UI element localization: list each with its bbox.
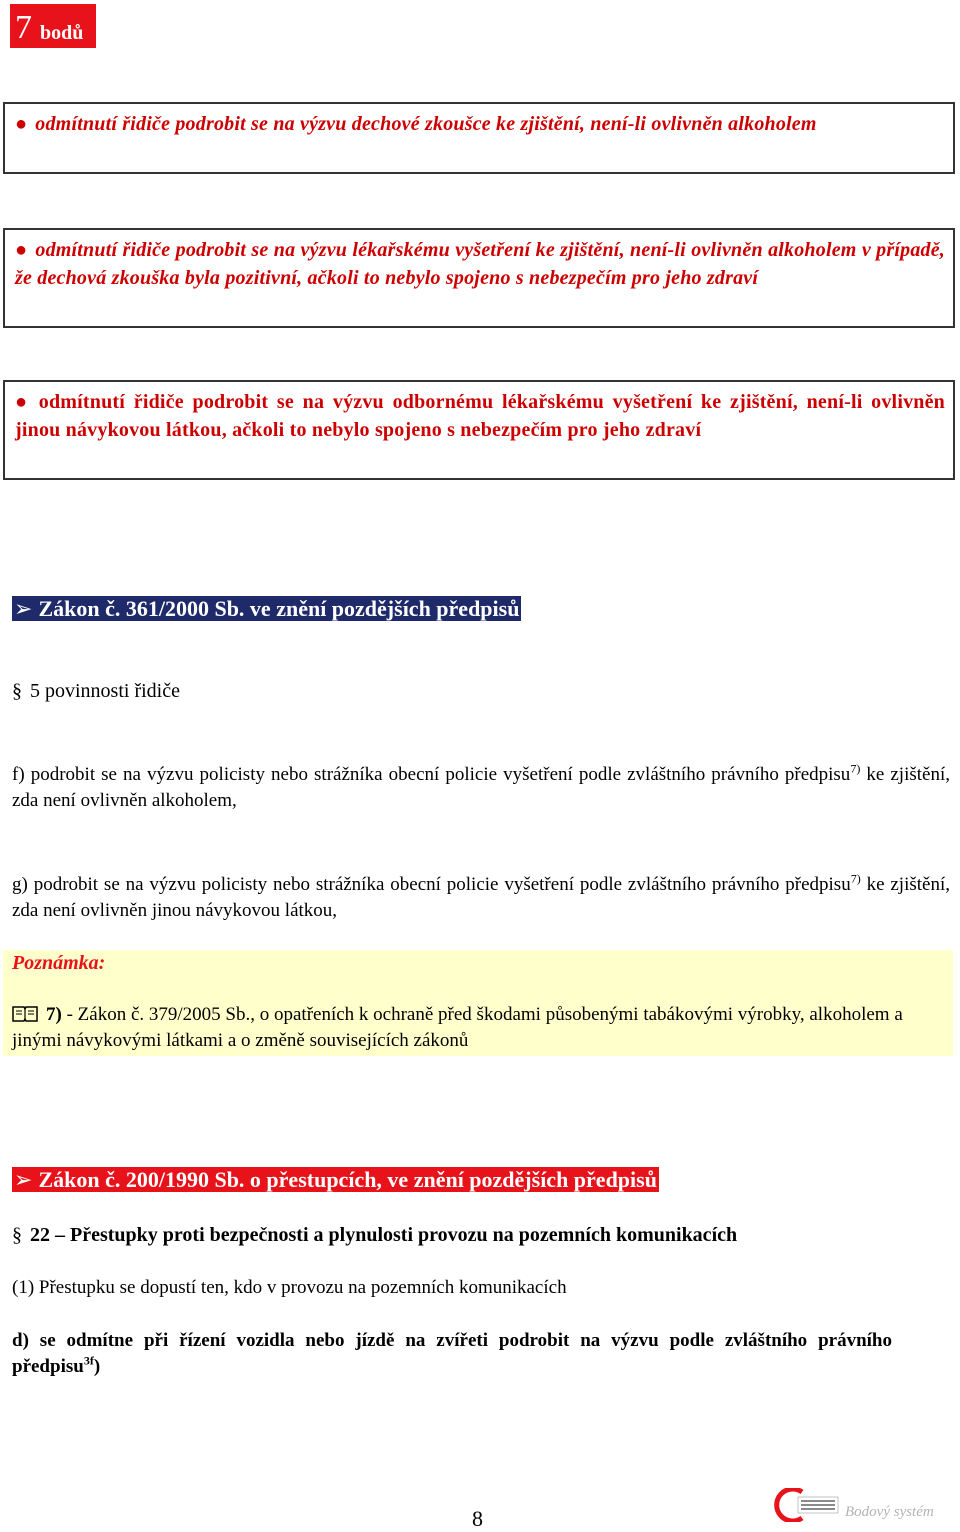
- offense-box-1: [3, 102, 955, 174]
- section-title: 5 povinnosti řidiče: [30, 680, 180, 702]
- offense-text-1: odmítnutí řidiče podrobit se na výzvu dechové zkoušce ke zjištění, není-li ovlivněn alkoholem: [35, 113, 817, 135]
- bullet-icon: ●: [15, 239, 28, 261]
- footer-brand: Bodový systém: [845, 1504, 934, 1520]
- bullet-icon: ●: [15, 391, 31, 413]
- centrum-logo: [772, 1488, 842, 1522]
- arrowhead-icon: ➢: [14, 1167, 33, 1192]
- book-icon: [12, 1004, 38, 1022]
- section-symbol: §: [12, 680, 22, 702]
- footnote-ref: 7): [850, 871, 861, 886]
- law-heading-200: [12, 1167, 659, 1193]
- section-symbol: §: [12, 1224, 22, 1246]
- law-title-200: Zákon č. 200/1990 Sb. o přestupcích, ve znění pozdějších předpisů: [38, 1167, 657, 1192]
- section-5-heading: [12, 678, 180, 704]
- footnote-ref: 3f: [83, 1353, 94, 1368]
- offense-text-2: odmítnutí řidiče podrobit se na výzvu lékařskému vyšetření ke zjištění, není-li ovlivněn alkoholem v případě, že dechová zkouška byla pozitivní, ačkoli to nebylo spojeno s nebezpečím pro jeho zdraví: [15, 239, 945, 289]
- note-title: Poznámka:: [12, 952, 106, 974]
- paragraph-1: (1) Přestupku se dopustí ten, kdo v provozu na pozemních komunikacích: [12, 1277, 567, 1298]
- offense-text-3: odmítnutí řidiče podrobit se na výzvu odbornému lékařskému vyšetření ke zjištění, není-li ovlivněn jinou návykovou látkou, ačkoli to nebylo spojeno s nebezpečím pro jeho zdraví: [15, 391, 945, 441]
- offense-box-2: [3, 228, 955, 328]
- section-22-heading: [12, 1222, 737, 1248]
- law-heading-361: [12, 596, 521, 622]
- arrowhead-icon: ➢: [14, 596, 33, 621]
- section-title: 22 – Přestupky proti bezpečnosti a plynulosti provozu na pozemních komunikacích: [30, 1224, 738, 1246]
- paragraph-f: f) podrobit se na výzvu policisty nebo strážníka obecní policie vyšetření podle zvláštního právního předpisu$^{7)}$ ke zjištění, zda není ovlivněn alkoholem,: [12, 761, 950, 811]
- paragraph-g: g) podrobit se na výzvu policisty nebo strážníka obecní policie vyšetření podle zvláštního právního předpisu$^{7)}$ ke zjištění, zda není ovlivněn jinou návykovou látkou,: [12, 871, 951, 921]
- note-body: 7) - Zákon č. 379/2005 Sb., o opatřeních k ochraně před škodami působenými tabákovými výrobky, alkoholem a jinými návykovými látkami a o změně souvisejících zákonů: [12, 1004, 903, 1051]
- law-title-361: Zákon č. 361/2000 Sb. ve znění pozdějších předpisů: [38, 596, 520, 621]
- page-number: 8: [472, 1506, 483, 1531]
- points-label: bodů: [40, 22, 84, 44]
- paragraph-d: d) se odmítne při řízení vozidla nebo jízdě na zvířeti podrobit na výzvu podle zvláštního právního předpisu$^{3f}$): [12, 1330, 892, 1377]
- offense-box-3: [3, 380, 955, 480]
- bullet-icon: ●: [15, 113, 28, 135]
- note-box: [3, 950, 953, 1056]
- footnote-ref: 7): [850, 761, 861, 776]
- points-badge: [10, 4, 96, 48]
- points-number: 7: [15, 9, 32, 46]
